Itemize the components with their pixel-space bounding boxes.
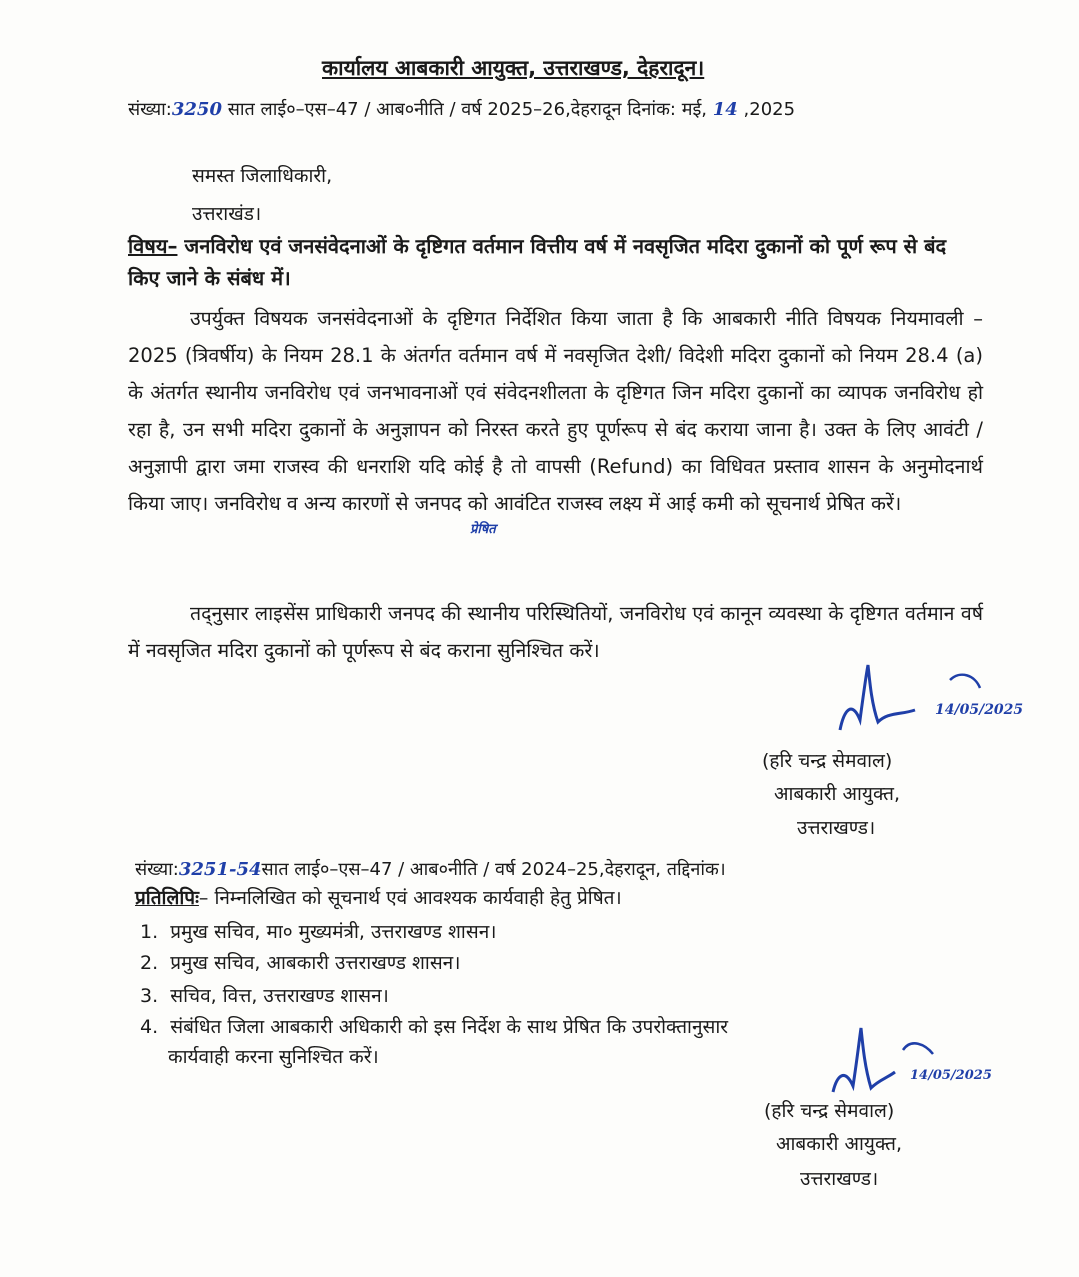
copy-to-text: – निम्नलिखित को सूचनार्थ एवं आवश्यक कार्यवाही हेतु प्रेषित। bbox=[198, 887, 622, 909]
signature-1-date: 14/05/2025 bbox=[935, 702, 1024, 718]
signature-2-name: (हरि चन्द्र सेमवाल) bbox=[764, 1100, 895, 1122]
reference-number: 3250 bbox=[171, 99, 222, 120]
signature-mark-2 bbox=[825, 1020, 1005, 1100]
body-paragraph-1: उपर्युक्त विषयक जनसंवेदनाओं के दृष्टिगत निर्देशित किया जाता है कि आबकारी नीति विषयक नियमावली – 2025 (त्रिवर्षीय) के नियम 28.1 के अंतर्गत वर्तमान वर्ष में नवसृजित देशी/ विदेशी मदिरा दुकानों को नियम 28.4 (a) के अंतर्गत स्थानीय जनविरोध एवं जनभावनाओं एवं संवेदनशीलता के दृष्टिगत जिन मदिरा दुकानों का व्यापक जनविरोध हो रहा है, उन सभी मदिरा दुकानों के अनुज्ञापन को निरस्त करते हुए पूर्णरूप से बंद कराया जाना है। उक्त के लिए आवंटी / अनुज्ञापी द्वारा जमा राजस्व की धनराशि यदि कोई है तो वापसी (Refund) का विधिवत प्रस्ताव शासन के अनुमोदनार्थ किया जाए। जनविरोध व अन्य कारणों से जनपद को आवंटित राजस्व लक्ष्य में आई कमी को सूचनार्थ प्रेषित करें। bbox=[128, 307, 983, 515]
signature-mark-1 bbox=[830, 660, 1030, 740]
copy-list-item bbox=[140, 1013, 728, 1039]
reference-prefix: संख्या: bbox=[128, 99, 172, 120]
signature-1-name: (हरि चन्द्र सेमवाल) bbox=[762, 750, 893, 772]
addressee-line1: समस्त जिलाधिकारी, bbox=[192, 165, 333, 187]
handwritten-insertion: प्रेषित bbox=[470, 522, 496, 537]
copy-to-line bbox=[135, 884, 622, 910]
reference-line bbox=[128, 97, 795, 121]
subject-label: विषय– bbox=[128, 234, 178, 258]
copy-list-number: 1. bbox=[140, 921, 159, 943]
subject bbox=[128, 230, 983, 294]
copy-list-number: 3. bbox=[140, 985, 159, 1007]
copy-reference-text: सात लाई०–एस–47 / आब०नीति / वर्ष 2024–25,देहरादून, तद्दिनांक। bbox=[261, 859, 726, 880]
copy-reference-number: 3251-54 bbox=[178, 859, 262, 880]
copy-list-item bbox=[140, 918, 496, 944]
copy-list-item bbox=[140, 982, 389, 1008]
copy-reference-line bbox=[135, 857, 726, 881]
addressee-line2: उत्तराखंड। bbox=[192, 203, 262, 225]
signature-2-date: 14/05/2025 bbox=[910, 1068, 992, 1083]
reference-year: ,2025 bbox=[737, 99, 796, 120]
body-paragraph-2: तद्नुसार लाइसेंस प्राधिकारी जनपद की स्थानीय परिस्थितियों, जनविरोध एवं कानून व्यवस्था के दृष्टिगत वर्तमान वर्ष में नवसृजित मदिरा दुकानों को पूर्णरूप से बंद कराना सुनिश्चित करें। bbox=[128, 602, 983, 662]
signature-2-designation: आबकारी आयुक्त, bbox=[776, 1133, 903, 1155]
signature-2-state: उत्तराखण्ड। bbox=[800, 1168, 879, 1190]
copy-list-text: प्रमुख सचिव, मा० मुख्यमंत्री, उत्तराखण्ड शासन। bbox=[170, 921, 497, 943]
reference-date: 14 bbox=[712, 99, 738, 120]
subject-text: जनविरोध एवं जनसंवेदनाओं के दृष्टिगत वर्तमान वित्तीय वर्ष में नवसृजित मदिरा दुकानों को पूर्ण रूप से बंद किए जाने के संबंध में। bbox=[128, 234, 947, 290]
reference-text: सात लाई०–एस–47 / आब०नीति / वर्ष 2025–26,देहरादून दिनांक: मई, bbox=[221, 99, 713, 120]
copy-list-number: 2. bbox=[140, 952, 159, 974]
copy-list-number: 4. bbox=[140, 1016, 159, 1038]
signature-1-designation: आबकारी आयुक्त, bbox=[774, 783, 901, 805]
copy-reference-prefix: संख्या: bbox=[135, 859, 179, 880]
copy-list-item bbox=[140, 949, 460, 975]
copy-list-text: प्रमुख सचिव, आबकारी उत्तराखण्ड शासन। bbox=[170, 952, 461, 974]
copy-list-text: सचिव, वित्त, उत्तराखण्ड शासन। bbox=[170, 985, 389, 1007]
copy-list-item-continuation: कार्यवाही करना सुनिश्चित करें। bbox=[168, 1046, 379, 1068]
copy-list-text: संबंधित जिला आबकारी अधिकारी को इस निर्देश के साथ प्रेषित कि उपरोक्तानुसार bbox=[170, 1016, 729, 1038]
office-title: कार्यालय आबकारी आयुक्त, उत्तराखण्ड, देहरादून। bbox=[322, 56, 705, 80]
signature-1-state: उत्तराखण्ड। bbox=[797, 817, 876, 839]
copy-to-label: प्रतिलिपिः bbox=[135, 887, 199, 909]
